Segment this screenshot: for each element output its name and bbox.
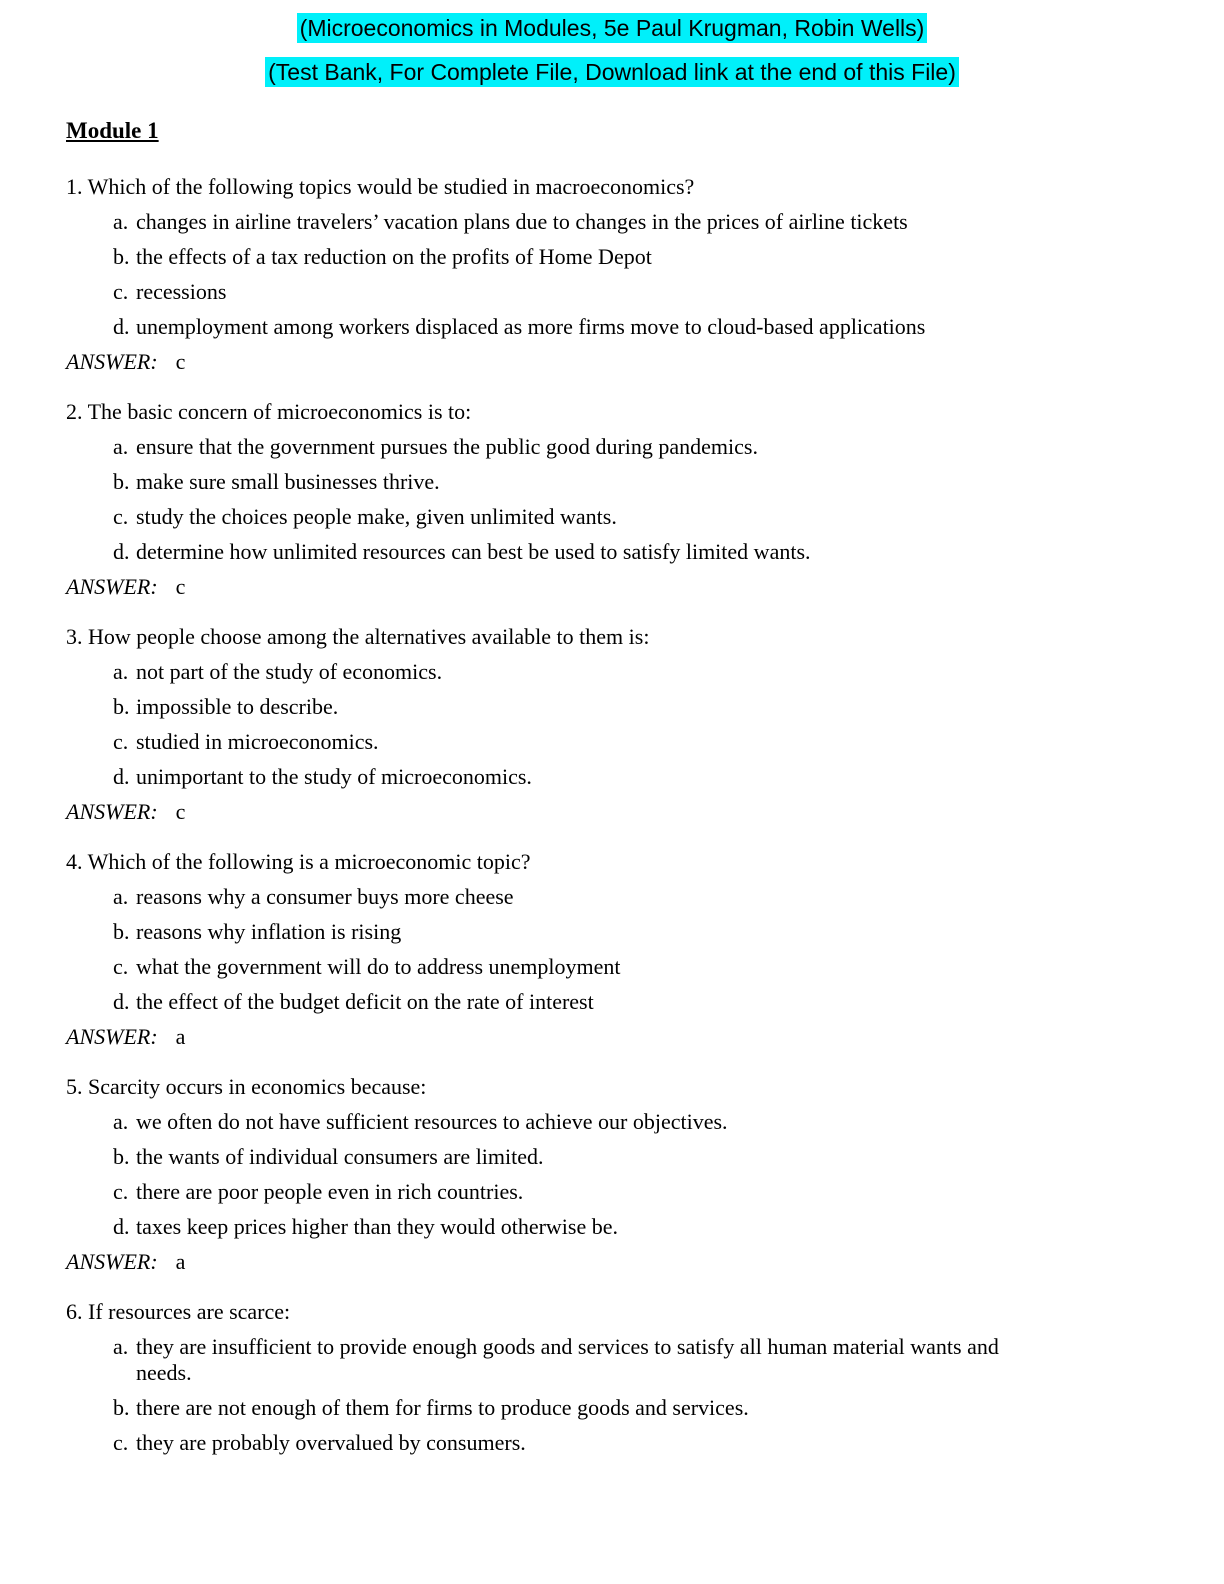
answer-line	[66, 799, 1158, 825]
option-item-b	[66, 694, 1158, 720]
option-text: unemployment among workers displaced as more firms move to cloud-based applications	[136, 314, 926, 339]
answer-label: ANSWER:	[66, 799, 158, 824]
option-item-a	[66, 659, 1158, 685]
highlighted-subtitle: (Test Bank, For Complete File, Download link at the end of this File)	[265, 57, 959, 87]
option-marker: d.	[113, 989, 130, 1014]
option-text: unimportant to the study of microeconomics.	[136, 764, 532, 789]
option-item-b	[66, 1144, 1158, 1170]
option-text: there are poor people even in rich countries.	[136, 1179, 524, 1204]
question-text	[66, 399, 1158, 425]
answer-value: a	[175, 1024, 186, 1049]
question-block-5	[66, 1074, 1158, 1275]
answer-line	[66, 574, 1158, 600]
option-item-d	[66, 764, 1158, 790]
option-text: the wants of individual consumers are limited.	[136, 1144, 544, 1169]
question-block-4	[66, 849, 1158, 1050]
option-marker: a.	[113, 1109, 129, 1134]
option-text: determine how unlimited resources can best be used to satisfy limited wants.	[136, 539, 811, 564]
option-marker: a.	[113, 659, 129, 684]
option-item-d	[66, 989, 1158, 1015]
question-title-text: Which of the following is a microeconomic topic?	[87, 849, 531, 874]
answer-value: c	[175, 799, 186, 824]
question-number: 1.	[66, 174, 83, 199]
option-item-a	[66, 434, 1158, 460]
answer-value: a	[175, 1249, 186, 1274]
answer-label: ANSWER:	[66, 1024, 158, 1049]
answer-label: ANSWER:	[66, 349, 158, 374]
option-text: ensure that the government pursues the public good during pandemics.	[136, 434, 758, 459]
option-text: there are not enough of them for firms to produce goods and services.	[136, 1395, 749, 1420]
header-subtitle-line	[66, 54, 1158, 90]
question-number: 2.	[66, 399, 83, 424]
option-text: the effect of the budget deficit on the rate of interest	[136, 989, 594, 1014]
option-item-a	[66, 209, 1158, 235]
question-text	[66, 849, 1158, 875]
module-heading: Module 1	[66, 118, 159, 143]
question-text	[66, 624, 1158, 650]
option-item-b	[66, 1395, 1158, 1421]
option-marker: c.	[113, 1430, 129, 1455]
answer-line	[66, 1024, 1158, 1050]
answer-value: c	[175, 574, 186, 599]
option-text: what the government will do to address unemployment	[136, 954, 621, 979]
answer-label: ANSWER:	[66, 1249, 158, 1274]
option-text: we often do not have sufficient resources to achieve our objectives.	[136, 1109, 728, 1134]
option-item-d	[66, 314, 1158, 340]
option-item-d	[66, 539, 1158, 565]
option-text: taxes keep prices higher than they would otherwise be.	[136, 1214, 619, 1239]
option-marker: b.	[113, 469, 130, 494]
option-marker: d.	[113, 764, 130, 789]
option-item-c	[66, 504, 1158, 530]
question-number: 4.	[66, 849, 83, 874]
option-marker: c.	[113, 954, 129, 979]
option-text: not part of the study of economics.	[136, 659, 443, 684]
option-marker: b.	[113, 1144, 130, 1169]
option-item-a	[66, 884, 1158, 910]
option-text: they are insufficient to provide enough goods and services to satisfy all human material wants and	[136, 1334, 999, 1359]
option-marker: a.	[113, 1334, 129, 1359]
option-text: reasons why a consumer buys more cheese	[136, 884, 514, 909]
option-text: reasons why inflation is rising	[136, 919, 402, 944]
question-block-2	[66, 399, 1158, 600]
question-text	[66, 174, 1158, 200]
option-item-d	[66, 1214, 1158, 1240]
option-item-a	[66, 1334, 1158, 1386]
question-block-1	[66, 174, 1158, 375]
option-item-c	[66, 954, 1158, 980]
option-item-c	[66, 279, 1158, 305]
option-item-b	[66, 919, 1158, 945]
option-marker: d.	[113, 1214, 130, 1239]
option-marker: d.	[113, 314, 130, 339]
option-text: recessions	[136, 279, 227, 304]
option-marker: d.	[113, 539, 130, 564]
option-item-c	[66, 1430, 1158, 1456]
option-text: study the choices people make, given unlimited wants.	[136, 504, 617, 529]
highlighted-title: (Microeconomics in Modules, 5e Paul Krugman, Robin Wells)	[297, 13, 928, 43]
option-text: studied in microeconomics.	[136, 729, 379, 754]
question-title-text: If resources are scarce:	[88, 1299, 291, 1324]
question-text	[66, 1299, 1158, 1325]
question-number: 3.	[66, 624, 83, 649]
option-marker: a.	[113, 209, 129, 234]
option-item-b	[66, 244, 1158, 270]
question-block-3	[66, 624, 1158, 825]
option-marker: a.	[113, 434, 129, 459]
option-marker: a.	[113, 884, 129, 909]
header-title-line	[66, 10, 1158, 46]
option-text: changes in airline travelers’ vacation plans due to changes in the prices of airline tickets	[136, 209, 908, 234]
question-title-text: Which of the following topics would be studied in macroeconomics?	[87, 174, 695, 199]
option-item-b	[66, 469, 1158, 495]
option-item-a	[66, 1109, 1158, 1135]
option-text: impossible to describe.	[136, 694, 339, 719]
question-title-text: Scarcity occurs in economics because:	[88, 1074, 427, 1099]
option-item-c	[66, 729, 1158, 755]
option-item-c	[66, 1179, 1158, 1205]
option-marker: c.	[113, 279, 129, 304]
question-text	[66, 1074, 1158, 1100]
answer-value: c	[175, 349, 186, 374]
option-marker: b.	[113, 244, 130, 269]
question-title-text: The basic concern of microeconomics is to:	[87, 399, 472, 424]
option-marker: b.	[113, 1395, 130, 1420]
option-marker: c.	[113, 504, 129, 529]
option-marker: b.	[113, 694, 130, 719]
option-marker: b.	[113, 919, 130, 944]
answer-label: ANSWER:	[66, 574, 158, 599]
option-marker: c.	[113, 729, 129, 754]
option-text: the effects of a tax reduction on the profits of Home Depot	[136, 244, 652, 269]
question-block-6	[66, 1299, 1158, 1456]
option-text: make sure small businesses thrive.	[136, 469, 440, 494]
answer-line	[66, 1249, 1158, 1275]
answer-line	[66, 349, 1158, 375]
question-number: 5.	[66, 1074, 83, 1099]
option-marker: c.	[113, 1179, 129, 1204]
question-title-text: How people choose among the alternatives available to them is:	[88, 624, 650, 649]
option-text: they are probably overvalued by consumers.	[136, 1430, 526, 1455]
option-text-continuation: needs.	[136, 1360, 192, 1385]
question-number: 6.	[66, 1299, 83, 1324]
